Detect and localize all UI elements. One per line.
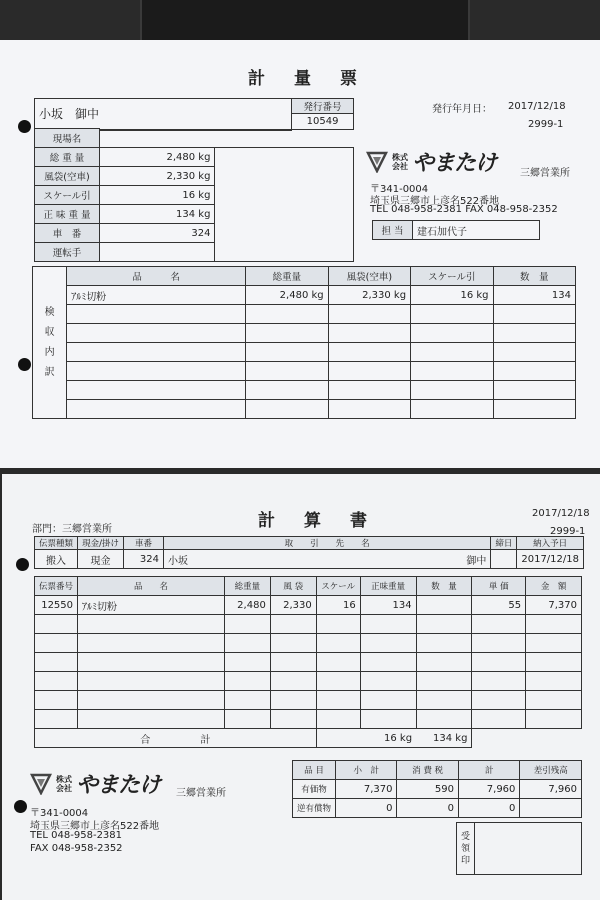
table-row: 12550 ｱﾙﾐ切粉 2,480 2,330 16 134 55 7,370 xyxy=(35,596,582,615)
table-row xyxy=(35,653,582,672)
staff-label: 担 当 xyxy=(373,221,413,240)
client-name: 小坂 xyxy=(164,550,451,569)
label-scale: スケール引 xyxy=(35,186,100,205)
delivery-date: 2017/12/18 xyxy=(517,550,584,569)
punch-hole xyxy=(18,120,31,133)
calculation-sheet xyxy=(2,474,600,900)
table-row xyxy=(33,400,576,419)
client-honorific: 御中 xyxy=(451,550,491,569)
closing-date xyxy=(491,550,517,569)
label-tare: 風袋(空車) xyxy=(35,167,100,186)
staff-name: 建石加代子 xyxy=(413,221,540,240)
punch-hole xyxy=(16,558,29,571)
calc-date: 2017/12/18 xyxy=(532,508,590,519)
value-net: 134 kg xyxy=(100,205,215,224)
receipt-label: 受 領 印 xyxy=(457,823,475,875)
doc-code: 2999-1 xyxy=(528,119,564,130)
issue-date-label: 発行年月日： xyxy=(432,104,492,115)
total-scale: 16 kg xyxy=(316,729,416,748)
punch-hole xyxy=(18,358,31,371)
logo-mark-icon xyxy=(366,151,388,173)
table-row: 逆有償物 0 0 0 xyxy=(293,799,582,818)
value-driver xyxy=(100,243,215,262)
table-row xyxy=(33,324,576,343)
table-row xyxy=(33,343,576,362)
company-logo: 株式 会社 やまたけ xyxy=(30,768,160,799)
label-net: 正 味 重 量 xyxy=(35,205,100,224)
company-logo: 株式 会社 やまたけ xyxy=(366,146,496,177)
issue-date: 2017/12/18 xyxy=(508,101,566,112)
dept: 部門：三郷営業所 xyxy=(32,524,112,535)
table-row: 有価物 7,370 590 7,960 7,960 xyxy=(293,780,582,799)
value-vehicle: 324 xyxy=(100,224,215,243)
label-site: 現場名 xyxy=(35,129,100,148)
item-breakdown-table xyxy=(32,266,576,419)
label-driver: 運転手 xyxy=(35,243,100,262)
summary-table: 品 目 小 計 消 費 税 計 差引残高 有価物 7,370 590 7,960 7,960 逆有償物 0 0 0 xyxy=(292,760,582,818)
table-row: ｱﾙﾐ切粉 2,480 kg 2,330 kg 16 kg 134 xyxy=(33,286,576,305)
value-scale: 16 kg xyxy=(100,186,215,205)
calc-code: 2999-1 xyxy=(550,526,586,537)
total-label: 合 計 xyxy=(35,729,317,748)
transaction-header: 伝票種類 現金/掛け 車番 取 引 先 名 締日 納入予日 搬入 現金 324 小坂 御中 2017/12/18 xyxy=(34,536,584,569)
col-gross: 総重量 xyxy=(246,267,328,286)
table-row xyxy=(35,691,582,710)
value-tare: 2,330 kg xyxy=(100,167,215,186)
col-scale: スケール引 xyxy=(411,267,493,286)
vehicle-no: 324 xyxy=(124,550,164,569)
value-gross: 2,480 kg xyxy=(100,148,215,167)
value-site xyxy=(100,129,354,148)
punch-hole xyxy=(14,800,27,813)
payment-type: 現金 xyxy=(78,550,124,569)
receipt-stamp-box xyxy=(456,822,582,875)
table-row xyxy=(33,305,576,324)
company-zip: 〒341-0004 xyxy=(30,808,89,819)
table-row xyxy=(33,381,576,400)
company-fax: FAX 048-958-2352 xyxy=(30,843,123,854)
side-label: 検 収 内 訳 xyxy=(33,267,67,419)
company-office: 三郷営業所 xyxy=(176,788,226,799)
weight-summary xyxy=(34,128,354,262)
company-address: 埼玉県三郷市上彦名522番地 xyxy=(370,196,500,207)
table-row xyxy=(35,634,582,653)
brand-name: やまたけ xyxy=(76,773,161,798)
slip-type: 搬入 xyxy=(35,550,78,569)
customer-box xyxy=(34,98,354,131)
company-zip: 〒341-0004 xyxy=(370,184,429,195)
company-address: 埼玉県三郷市上彦名522番地 xyxy=(30,821,160,832)
customer-name: 小坂 御中 xyxy=(35,99,292,130)
page-title: 計 算 書 xyxy=(258,511,373,531)
logo-mark-icon xyxy=(30,773,52,795)
weighing-slip xyxy=(0,40,600,468)
company-tel-fax: TEL 048-958-2381 FAX 048-958-2352 xyxy=(370,204,558,215)
page-title: 計 量 票 xyxy=(248,69,363,89)
table-row xyxy=(35,710,582,729)
col-qty: 数 量 xyxy=(493,267,575,286)
table-row xyxy=(35,672,582,691)
calc-items-table: 伝票番号 品 名 総重量 風 袋 スケール 正味重量 数 量 単 価 金 額 12550 ｱﾙﾐ切粉 2,480 2,330 16 134 55 7,370 合 計 16 kg 134 kg xyxy=(34,576,582,748)
total-row xyxy=(35,729,582,748)
label-gross: 総 重 量 xyxy=(35,148,100,167)
table-row xyxy=(33,362,576,381)
table-row xyxy=(35,615,582,634)
total-net: 134 kg xyxy=(416,729,472,748)
issue-no-label: 発行番号 xyxy=(292,99,354,114)
company-office: 三郷営業所 xyxy=(520,168,570,179)
company-tel: TEL 048-958-2381 xyxy=(30,830,123,841)
label-vehicle: 車 番 xyxy=(35,224,100,243)
col-tare: 風袋(空車) xyxy=(328,267,410,286)
col-item: 品 名 xyxy=(67,267,246,286)
issue-no: 10549 xyxy=(292,114,354,130)
staff-box xyxy=(372,220,540,240)
brand-name: やまたけ xyxy=(412,151,497,176)
